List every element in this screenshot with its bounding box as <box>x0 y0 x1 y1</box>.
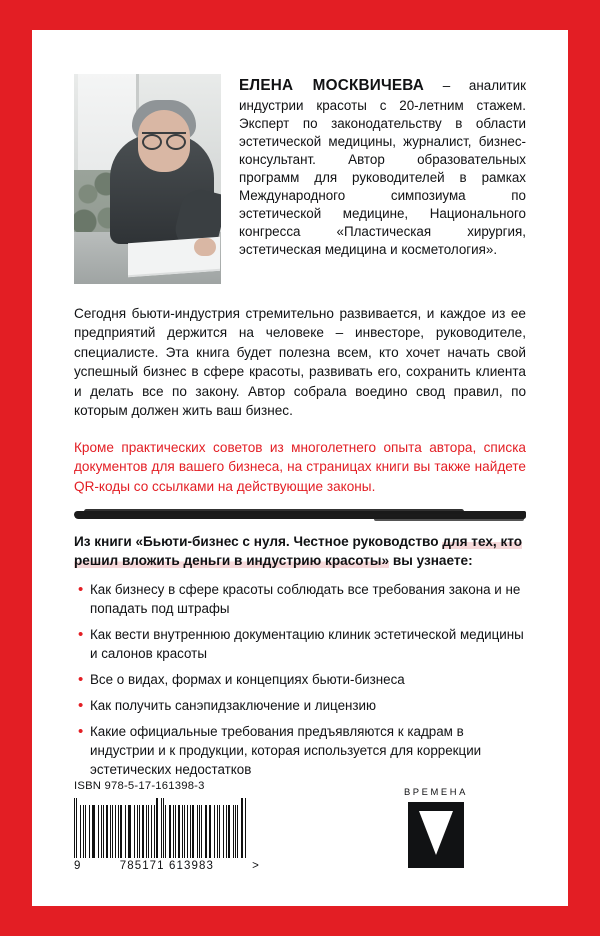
barcode-bar <box>223 805 224 858</box>
isbn-text: ISBN 978-5-17-161398-3 <box>74 780 205 792</box>
barcode-bar <box>154 805 155 858</box>
barcode-digit-main: 785171 613983 <box>119 860 214 872</box>
barcode-bar <box>118 805 119 858</box>
list-item: • Какие официальные требования предъявляются к кадрам в индустрии и к продукции, которая используется для коррекции эстетических недостатков <box>74 722 526 779</box>
from-the-book-intro <box>74 532 526 571</box>
barcode-bar <box>128 805 129 858</box>
barcode-bar <box>192 805 194 858</box>
barcode-bar <box>98 805 100 858</box>
barcode-bar <box>205 805 207 858</box>
intro-paragraph: Сегодня бьюти-индустрия стремительно развивается, и каждое из ее предприятий держится на человеке – инвесторе, руководителе, специалисте. Эта книга будет полезна всем, кто хочет начать свой успешный бизнес в сфере красоты, развивать его, сохранить клиента и делать все по закону. Автор собрала воедино свод правил, по которым должен жить ваш бизнес. <box>74 306 526 419</box>
barcode-bar <box>190 805 191 858</box>
barcode-bar <box>184 805 185 858</box>
barcode-bar <box>156 798 158 858</box>
barcode-bar <box>235 805 236 858</box>
cover-footer <box>74 780 526 872</box>
barcode-bar <box>92 805 93 858</box>
list-item: • Как вести внутреннюю документацию клиник эстетической медицины и салонов красоты <box>74 625 526 663</box>
barcode-bar <box>163 798 164 858</box>
author-block <box>74 74 526 284</box>
barcode-bar <box>89 805 90 858</box>
barcode-bar <box>148 805 149 858</box>
barcode-bar <box>175 805 176 858</box>
from-the-book-suffix: вы узнаете: <box>389 553 473 569</box>
list-item: • Все о видах, формах и концепциях бьюти-бизнеса <box>74 670 526 689</box>
barcode <box>74 798 246 858</box>
barcode-bar <box>134 805 136 858</box>
barcode-bar <box>106 805 108 858</box>
highlight-paragraph: Кроме практических советов из многолетнего опыта автора, списка документов для вашего бизнеса, на страницах книги вы также найдете QR-коды со ссылками на действующие законы. <box>74 439 526 494</box>
author-bio <box>239 74 526 259</box>
barcode-bar <box>199 805 200 858</box>
barcode-bar <box>101 805 102 858</box>
barcode-bar <box>187 805 188 858</box>
barcode-bar <box>76 798 77 858</box>
barcode-bar <box>151 805 152 858</box>
author-bio-text: – аналитик индустрии красоты с 20-летним стажем. Эксперт по законодательству в области эстетической медицины, журналист, бизнес-консультант. Автор образовательных программ для руководителей в рамках Международного симпозиума по эстетической медицине, Национального конгресса «Пластическая хирургия, эстетическая медицина и косметология». <box>239 78 526 257</box>
author-portrait <box>74 74 221 284</box>
barcode-bar <box>142 805 144 858</box>
barcode-bar <box>197 805 198 858</box>
barcode-bar <box>226 805 227 858</box>
from-the-book-prefix: Из книги «Бьюти-бизнес с нуля. Честное руководство <box>74 533 443 549</box>
barcode-digit-right: > <box>252 860 260 872</box>
barcode-bar <box>120 805 122 858</box>
barcode-bar <box>146 805 147 858</box>
barcode-bar <box>139 805 140 858</box>
barcode-bar <box>237 805 239 858</box>
barcode-bar <box>173 805 174 858</box>
barcode-bar <box>214 805 216 858</box>
from-the-book-highlight: для тех, кто решил вложить деньги в индустрию красоты» <box>74 533 523 569</box>
barcode-bar <box>83 805 84 858</box>
barcode-bar <box>110 805 111 858</box>
barcode-bar <box>112 805 113 858</box>
barcode-bar <box>165 805 167 858</box>
barcode-bar <box>137 805 138 858</box>
barcode-bar <box>241 798 243 858</box>
barcode-bar <box>125 805 126 858</box>
barcode-bar <box>245 798 246 858</box>
publisher-name: ВРЕМЕНА <box>403 786 468 797</box>
brush-stroke-divider <box>74 508 526 523</box>
author-name: ЕЛЕНА МОСКВИЧЕВА <box>239 77 425 94</box>
barcode-bar <box>209 805 210 858</box>
barcode-bar <box>74 798 75 858</box>
barcode-bar <box>80 805 81 858</box>
list-item: • Как бизнесу в сфере красоты соблюдать все требования закона и не попадать под штрафы <box>74 580 526 618</box>
barcode-bar <box>217 805 218 858</box>
barcode-bar <box>210 805 211 858</box>
barcode-bar <box>115 805 116 858</box>
barcode-bar <box>178 805 180 858</box>
portrait-figure-hand <box>194 238 216 256</box>
barcode-digit-left: 9 <box>74 860 82 872</box>
barcode-bar <box>161 798 162 858</box>
barcode-bar <box>103 805 104 858</box>
topics-list <box>74 580 526 779</box>
publisher-logo-icon <box>408 802 464 868</box>
barcode-digits <box>74 860 260 872</box>
publisher-block <box>404 786 468 868</box>
barcode-bar <box>233 805 234 858</box>
barcode-bar <box>129 805 131 858</box>
barcode-bar <box>219 805 220 858</box>
list-item: • Как получить санэпидзаключение и лицензию <box>74 696 526 715</box>
cover-paper <box>32 30 568 906</box>
isbn-area <box>74 780 260 872</box>
barcode-bar <box>169 805 171 858</box>
barcode-bar <box>228 805 230 858</box>
barcode-bar <box>93 805 95 858</box>
barcode-bar <box>85 805 87 858</box>
glasses-icon <box>142 132 186 146</box>
barcode-bar <box>182 805 183 858</box>
barcode-bar <box>201 805 203 858</box>
